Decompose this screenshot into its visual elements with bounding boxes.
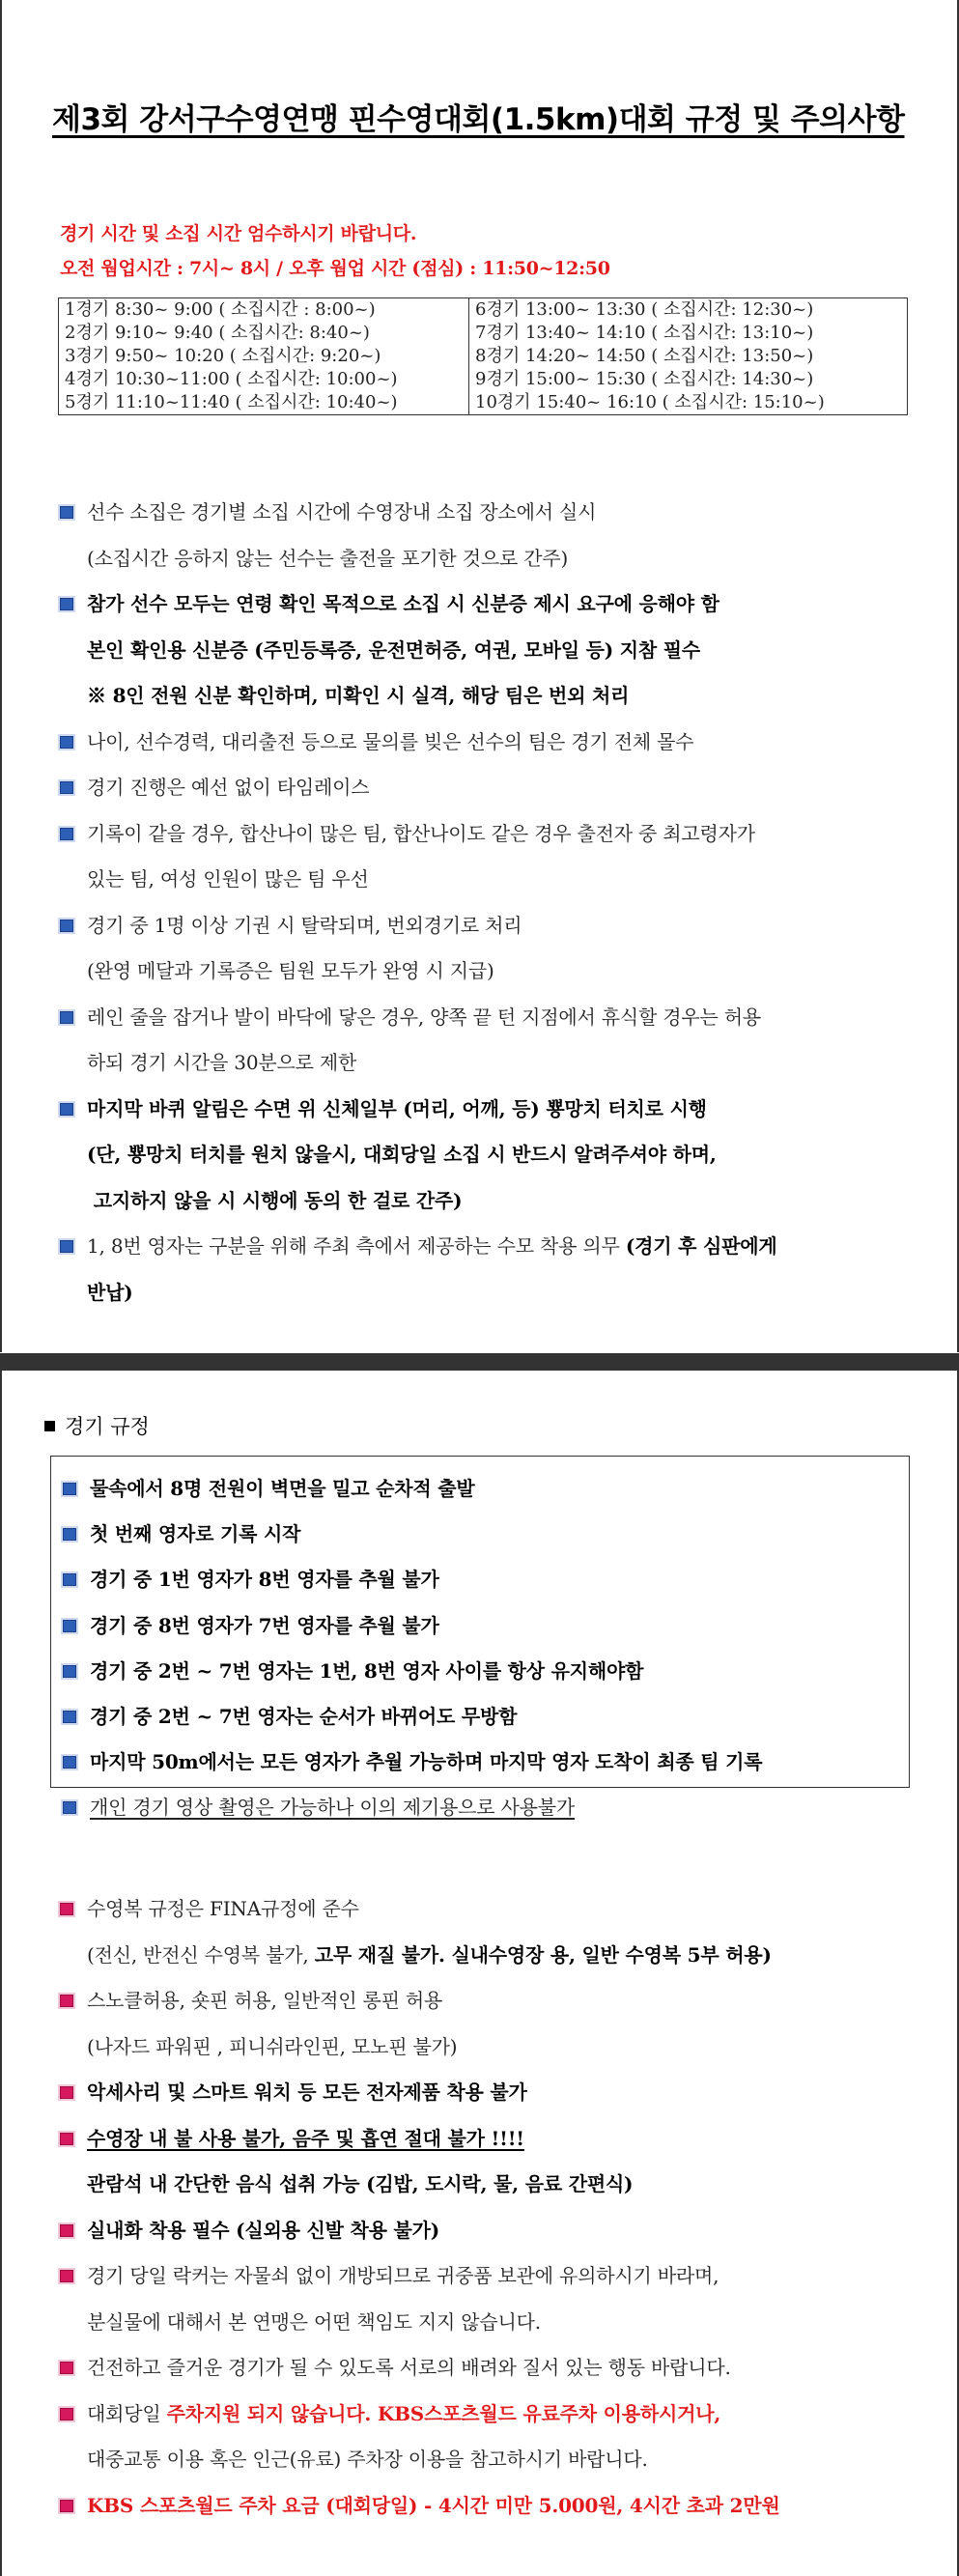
pink-square-bullet-icon	[58, 2222, 75, 2239]
blue-square-bullet-icon	[58, 826, 75, 842]
list-item	[58, 720, 927, 766]
rule-text: 건전하고 즐거운 경기가 될 수 있도록 서로의 배려와 질서 있는 행동 바랍니다.	[87, 2356, 731, 2379]
list-item	[58, 1040, 927, 1087]
list-item	[58, 536, 927, 582]
list-item	[61, 1785, 909, 1830]
rule-text: 마지막 50m에서는 모든 영자가 추월 가능하며 마지막 영자 도착이 최종 팀 기록	[90, 1750, 763, 1774]
rule-text: (단, 뿅망치 터치를 원치 않을시, 대회당일 소집 시 반드시 알려주셔야 하며,	[87, 1143, 717, 1166]
rule-text: 고지하지 않을 시 시행에 동의 한 걸로 간주)	[87, 1188, 463, 1212]
rule-text-red: 주차지원 되지 않습니다. KBS스포츠월드 유료주차 이용하시거나,	[166, 2401, 721, 2425]
list-item	[58, 1087, 927, 1133]
rule-text: 개인 경기 영상 촬영은 가능하나 이의 제기용으로 사용불가	[90, 1796, 575, 1820]
blue-square-bullet-icon	[58, 918, 75, 934]
pink-square-bullet-icon	[58, 1993, 75, 2009]
list-item	[61, 1649, 909, 1694]
rule-text: 경기 진행은 예선 없이 타임레이스	[87, 776, 370, 799]
pink-square-bullet-icon	[58, 2498, 75, 2514]
list-item	[61, 1694, 909, 1740]
black-square-icon	[44, 1421, 55, 1431]
rule-text: 마지막 바퀴 알림은 수면 위 신체일부 (머리, 어깨, 등) 뿅망치 터치로 시행	[87, 1096, 707, 1120]
rule-text: 나이, 선수경력, 대리출전 등으로 물의를 빚은 선수의 팀은 경기 전체 몰수	[87, 729, 694, 753]
rule-text: 레인 줄을 잡거나 발이 바닥에 닿은 경우, 양쪽 끝 턴 지점에서 휴식할 경우는 허용	[87, 1005, 762, 1029]
rule-text: 악세사리 및 스마트 워치 등 모든 전자제품 착용 불가	[87, 2081, 527, 2104]
blue-square-bullet-icon	[61, 1799, 78, 1816]
rule-text: 수영복 규정은 FINA규정에 준수	[87, 1897, 359, 1920]
rule-text: 분실물에 대해서 본 연맹은 어떤 책임도 지지 않습니다.	[87, 2309, 541, 2334]
rule-text-bold: 고무 재질 불가. 실내수영장 용, 일반 수영복 5부 허용)	[314, 1942, 772, 1967]
table-cell: 4경기 10:30~11:00 ( 소집시간: 10:00~)	[59, 368, 469, 391]
list-item	[58, 1132, 927, 1178]
blue-square-bullet-icon	[58, 1238, 75, 1255]
list-item	[58, 1933, 927, 1979]
table-row	[59, 322, 908, 345]
competition-rules-box	[50, 1456, 910, 1820]
list-item	[58, 1178, 927, 1225]
list-item	[61, 1740, 909, 1785]
list-item	[58, 2116, 927, 2163]
list-item	[58, 765, 927, 811]
blue-square-bullet-icon	[61, 1571, 78, 1588]
rule-text: 수영장 내 불 사용 불가, 음주 및 흡연 절대 불가 !!!!	[87, 2126, 524, 2150]
list-item	[58, 903, 927, 949]
section-heading	[44, 1411, 150, 1440]
table-cell: 1경기 8:30~ 9:00 ( 소집시간 : 8:00~)	[59, 298, 469, 323]
rule-text: 있는 팀, 여성 인원이 많은 팀 우선	[87, 867, 369, 891]
notice-warmup: 오전 웜업시간 : 7시~ 8시 / 오후 웜업 시간 (점심) : 11:50~12:50	[60, 258, 610, 279]
rule-text: 대중교통 이용 혹은 인근(유료) 주차장 이용을 참고하시기 바랍니다.	[87, 2448, 648, 2471]
table-row	[59, 368, 908, 391]
list-item	[58, 2345, 927, 2392]
table-cell: 6경기 13:00~ 13:30 ( 소집시간: 12:30~)	[469, 298, 908, 323]
list-item	[58, 1270, 927, 1316]
list-item	[61, 1512, 909, 1557]
blue-square-bullet-icon	[58, 596, 75, 612]
section-divider	[0, 1353, 959, 1371]
rule-text: 본인 확인용 신분증 (주민등록증, 운전면허증, 여권, 모바일 등) 지참 필수	[87, 637, 701, 662]
list-item	[58, 581, 927, 628]
rule-text: 경기 중 1번 영자가 8번 영자를 추월 불가	[90, 1568, 439, 1592]
rule-text: ※ 8인 전원 신분 확인하며, 미확인 시 실격, 해당 팀은 번외 처리	[87, 684, 630, 707]
pink-square-bullet-icon	[58, 2360, 75, 2376]
table-cell: 9경기 15:00~ 15:30 ( 소집시간: 14:30~)	[469, 368, 908, 391]
list-item	[58, 995, 927, 1041]
rule-text: 스노클허용, 숏핀 허용, 일반적인 롱핀 허용	[87, 1989, 443, 2012]
pink-square-bullet-icon	[58, 2268, 75, 2284]
list-item	[58, 2208, 927, 2254]
table-cell: 10경기 15:40~ 16:10 ( 소집시간: 15:10~)	[469, 391, 908, 415]
table-cell: 7경기 13:40~ 14:10 ( 소집시간: 13:10~)	[469, 322, 908, 345]
rule-text: 경기 중 2번 ~ 7번 영자는 1번, 8번 영자 사이를 항상 유지해야함	[90, 1658, 644, 1683]
list-item	[58, 2024, 927, 2071]
blue-square-bullet-icon	[61, 1618, 78, 1634]
list-item	[58, 948, 927, 995]
pink-square-bullet-icon	[58, 2406, 75, 2422]
section-heading-text: 경기 규정	[65, 1415, 150, 1438]
rule-text: 참가 선수 모두는 연령 확인 목적으로 소집 시 신분증 제시 요구에 응해야 함	[87, 592, 719, 615]
rule-text: (나자드 파워핀 , 피니쉬라인핀, 모노핀 불가)	[87, 2034, 458, 2058]
list-item	[58, 628, 927, 674]
rule-text: 경기 중 1명 이상 기권 시 탈락되며, 번외경기로 처리	[87, 913, 522, 937]
rule-text: 1, 8번 영자는 구분을 위해 주최 측에서 제공하는 수모 착용 의무	[87, 1234, 626, 1258]
list-item	[61, 1603, 909, 1649]
rules-list	[58, 490, 927, 1316]
notice-time: 경기 시간 및 소집 시간 엄수하시기 바랍니다.	[60, 223, 417, 244]
blue-square-bullet-icon	[58, 1009, 75, 1026]
list-item	[58, 811, 927, 858]
table-cell: 5경기 11:10~11:40 ( 소집시간: 10:40~)	[59, 391, 469, 415]
rule-text: 하되 경기 시간을 30분으로 제한	[87, 1051, 357, 1074]
rule-text: 대회당일	[87, 2401, 167, 2425]
list-item	[58, 490, 927, 536]
list-item	[58, 2437, 927, 2483]
table-cell: 3경기 9:50~ 10:20 ( 소집시간: 9:20~)	[59, 345, 469, 368]
blue-square-bullet-icon	[61, 1754, 78, 1770]
blue-square-bullet-icon	[58, 1101, 75, 1118]
rule-text: 경기 중 8번 영자가 7번 영자를 추월 불가	[90, 1613, 439, 1637]
rule-text: 물속에서 8명 전원이 벽면을 밀고 순차적 출발	[90, 1477, 475, 1500]
rule-text-red: KBS 스포츠월드 주차 요금 (대회당일) - 4시간 미만 5.000원, 4시간 초과 2만원	[87, 2493, 780, 2517]
blue-square-bullet-icon	[58, 734, 75, 750]
list-item	[58, 2253, 927, 2300]
list-item	[58, 1224, 927, 1270]
blue-square-bullet-icon	[61, 1481, 78, 1497]
blue-square-bullet-icon	[58, 504, 75, 521]
page-title: 제3회 강서구수영연맹 핀수영대회(1.5km)대회 규정 및 주의사항	[52, 102, 905, 137]
blue-square-bullet-icon	[61, 1526, 78, 1543]
list-item	[58, 2162, 927, 2208]
list-item	[58, 673, 927, 720]
rule-text: 기록이 같을 경우, 합산나이 많은 팀, 합산나이도 같은 경우 출전자 중 최고령자가	[87, 821, 755, 845]
rule-text: 반납)	[87, 1280, 133, 1304]
rule-text-bold: (경기 후 심판에게	[625, 1234, 777, 1258]
rule-text: 선수 소집은 경기별 소집 시간에 수영장내 소집 장소에서 실시	[87, 500, 597, 524]
blue-square-bullet-icon	[61, 1709, 78, 1725]
pink-square-bullet-icon	[58, 1901, 75, 1917]
rule-text: 실내화 착용 필수 (실외용 신발 착용 불가)	[87, 2218, 440, 2242]
pink-square-bullet-icon	[58, 2131, 75, 2147]
pink-square-bullet-icon	[58, 2084, 75, 2101]
list-item	[58, 1886, 927, 1933]
table-cell: 8경기 14:20~ 14:50 ( 소집시간: 13:50~)	[469, 345, 908, 368]
rule-text: 첫 번째 영자로 기록 시작	[90, 1522, 301, 1546]
rule-text: 경기 중 2번 ~ 7번 영자는 순서가 바뀌어도 무방함	[90, 1704, 518, 1728]
list-item	[58, 857, 927, 903]
list-item	[58, 2483, 927, 2530]
rule-text: (소집시간 응하지 않는 선수는 출전을 포기한 것으로 간주)	[87, 546, 569, 570]
blue-square-bullet-icon	[61, 1663, 78, 1680]
table-row	[59, 345, 908, 368]
competition-rules-section	[0, 1371, 959, 2576]
list-item	[58, 2300, 927, 2346]
notes-list	[58, 1886, 927, 2529]
list-item	[58, 2070, 927, 2116]
list-item	[61, 1466, 909, 1512]
rule-text: (전신, 반전신 수영복 불가,	[87, 1942, 315, 1967]
list-item	[61, 1557, 909, 1602]
rule-text: (완영 메달과 기록증은 팀원 모두가 완영 시 지급)	[87, 959, 494, 982]
blue-square-bullet-icon	[58, 779, 75, 796]
table-row	[59, 391, 908, 415]
rule-text: 관람석 내 간단한 음식 섭취 가능 (김밥, 도시락, 물, 음료 간편식)	[87, 2172, 634, 2195]
schedule-table	[58, 297, 908, 415]
table-cell: 2경기 9:10~ 9:40 ( 소집시간: 8:40~)	[59, 322, 469, 345]
rule-text: 경기 당일 락커는 자물쇠 없이 개방되므로 귀중품 보관에 유의하시기 바라며,	[87, 2264, 719, 2287]
list-item	[58, 1978, 927, 2024]
list-item	[58, 2392, 927, 2438]
table-row	[59, 298, 908, 323]
